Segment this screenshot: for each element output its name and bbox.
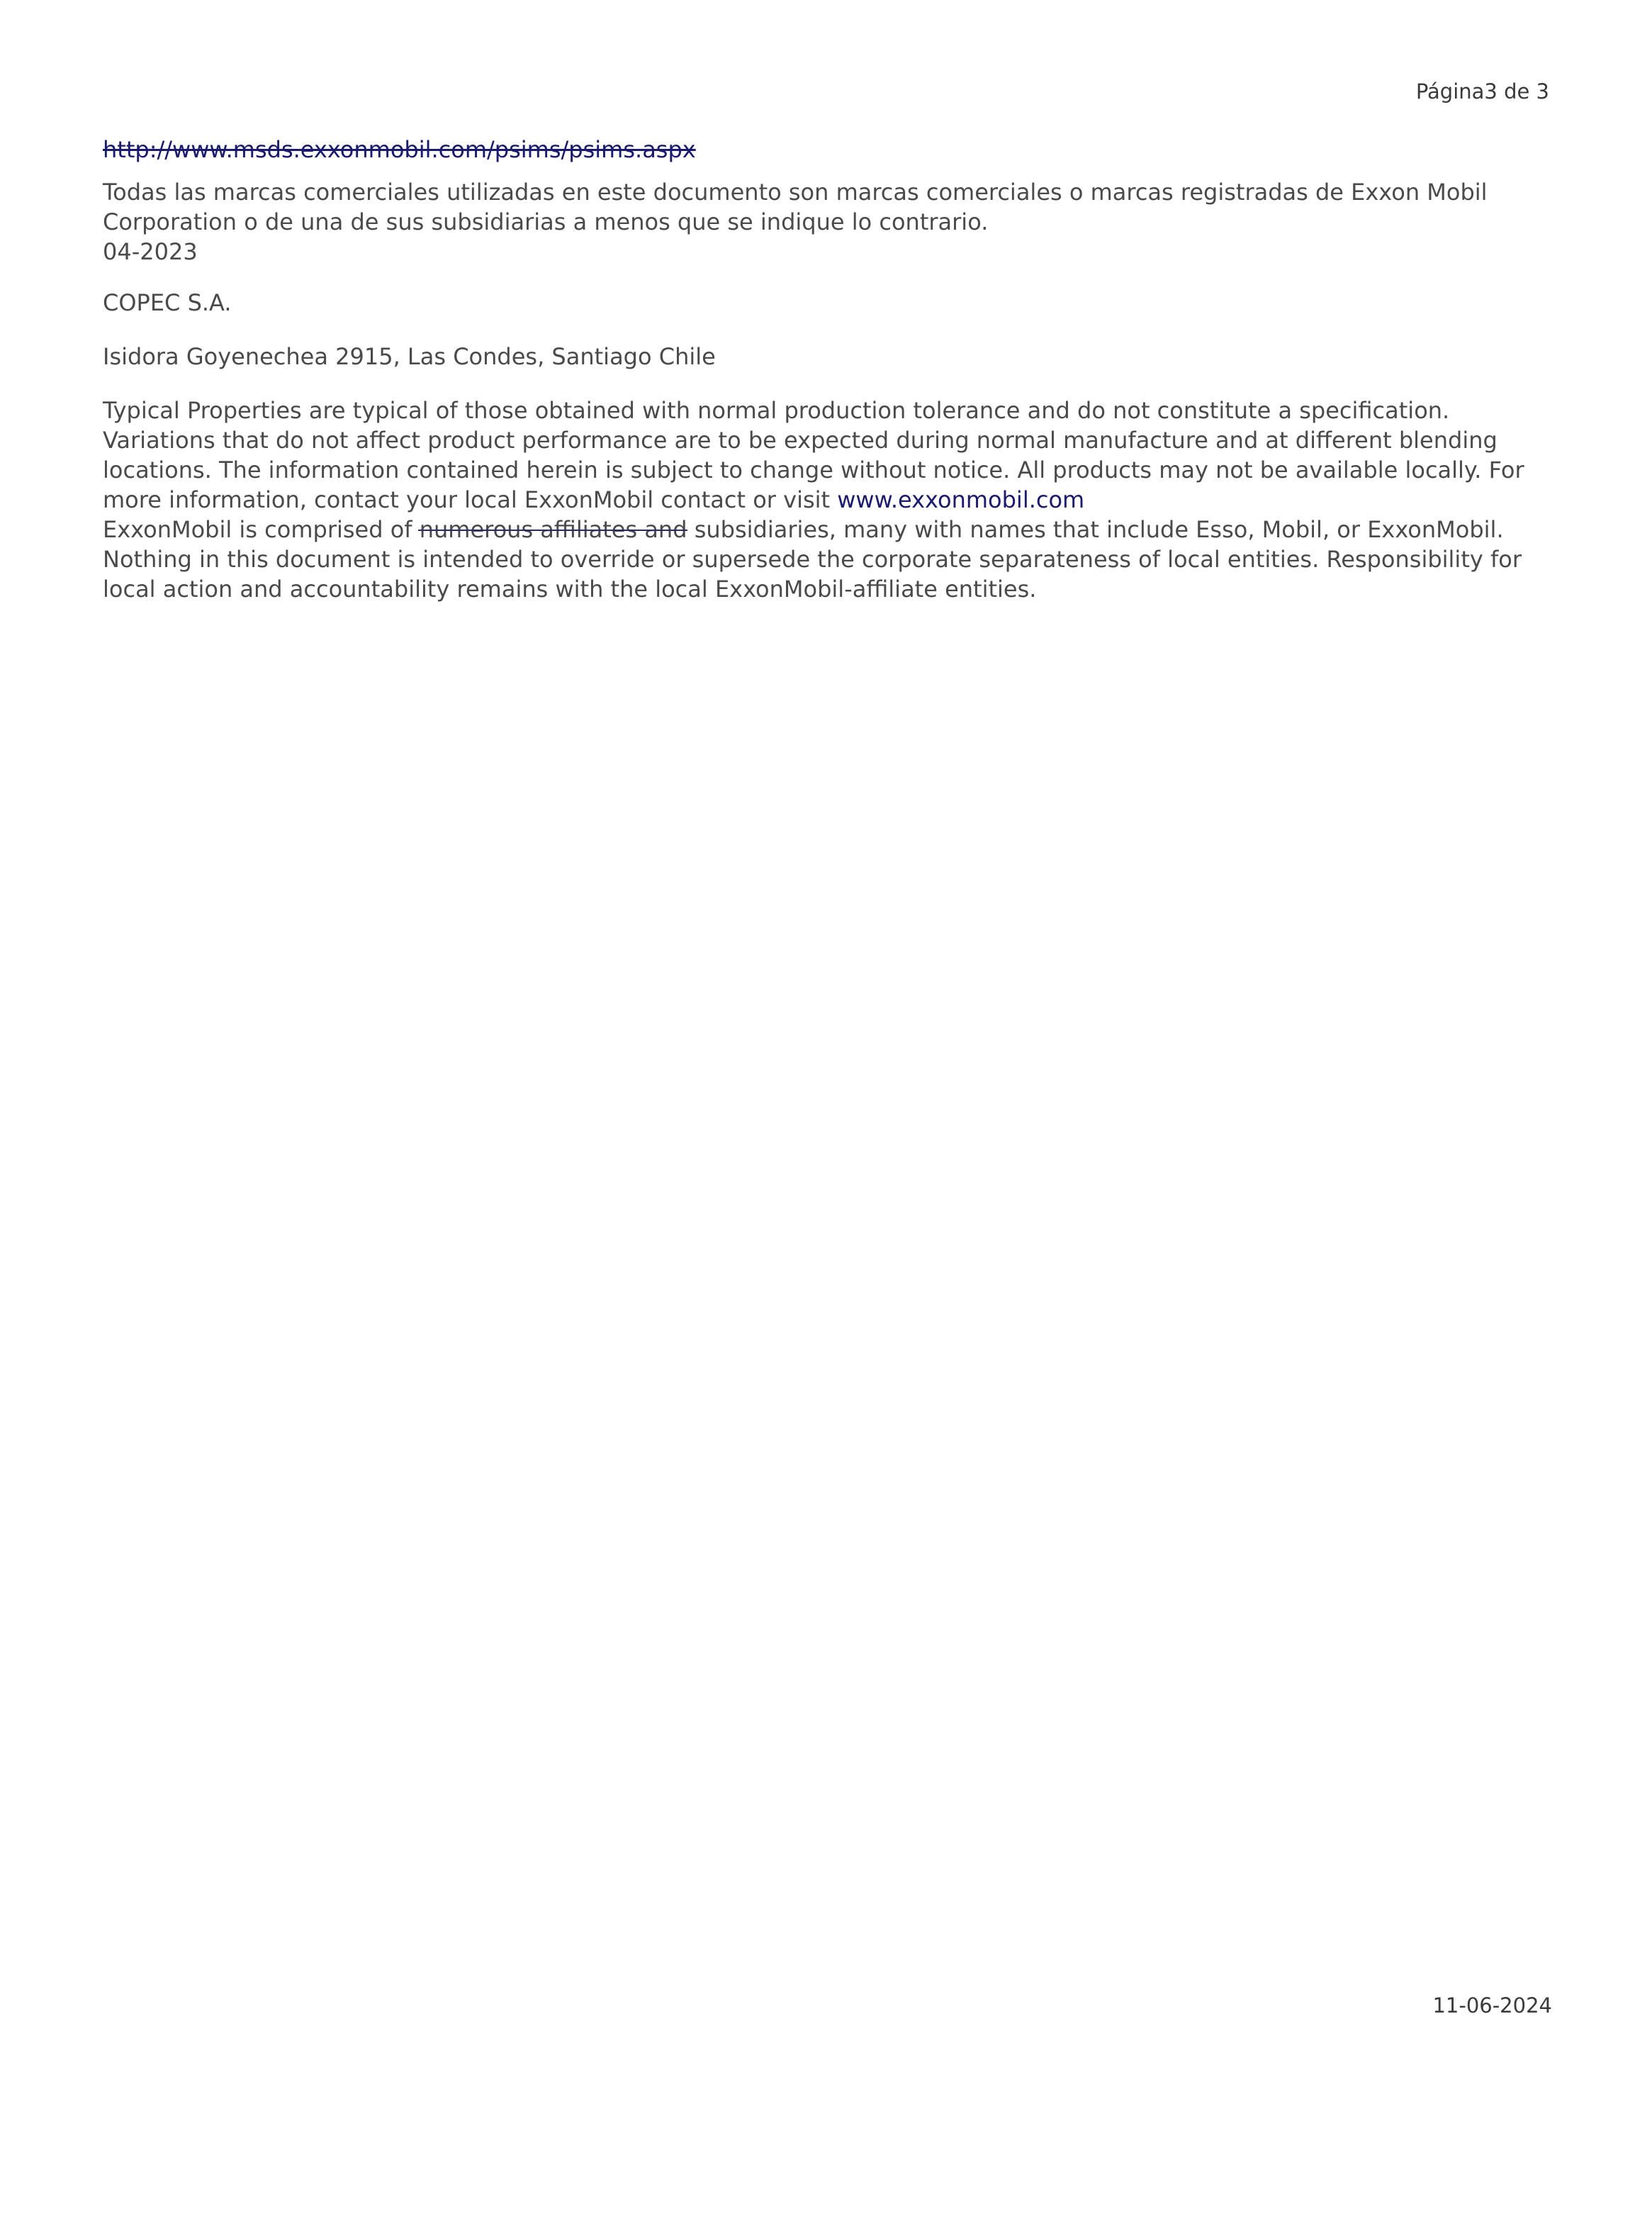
date-code: 04-2023 [103,238,198,265]
affiliates-struck-text: numerous affiliates and [412,516,687,543]
document-body [103,135,1538,604]
company-name: COPEC S.A. [103,289,232,316]
footer-date: 11-06-2024 [1432,1993,1552,2017]
affiliates-text-continued: subsidiaries, many with names that include Esso, Mobil, or ExxonMobil. Nothing in this document is intended to override or supersede the corporate separateness of local entities. Responsibility for local action and accountability remains with the local ExxonMobil-affiliate entities. [103,516,1522,603]
disclaimer-text: Typical Properties are typical of those obtained with normal production tolerance and do not constitute a specification. Variations that do not affect product performance are to be expected during normal manufacture and at different blending locations. The information contained herein is subject to change without notice. All products may not be available locally. For more information, contact your local ExxonMobil contact or visit [103,397,1524,513]
affiliates-text: ExxonMobil is comprised of [103,516,412,543]
disclaimer-paragraph [103,396,1538,604]
msds-link[interactable]: http://www.msds.exxonmobil.com/psims/psims.aspx [103,136,696,163]
exxonmobil-link[interactable]: www.exxonmobil.com [837,486,1085,513]
trademark-notice: Todas las marcas comerciales utilizadas en este documento son marcas comerciales o marcas registradas de Exxon Mobil Corporation o de una de sus subsidiarias a menos que se indique lo contrario. [103,179,1488,235]
company-address: Isidora Goyenechea 2915, Las Condes, Santiago Chile [103,343,716,370]
page-number: Página3 de 3 [1415,79,1549,103]
